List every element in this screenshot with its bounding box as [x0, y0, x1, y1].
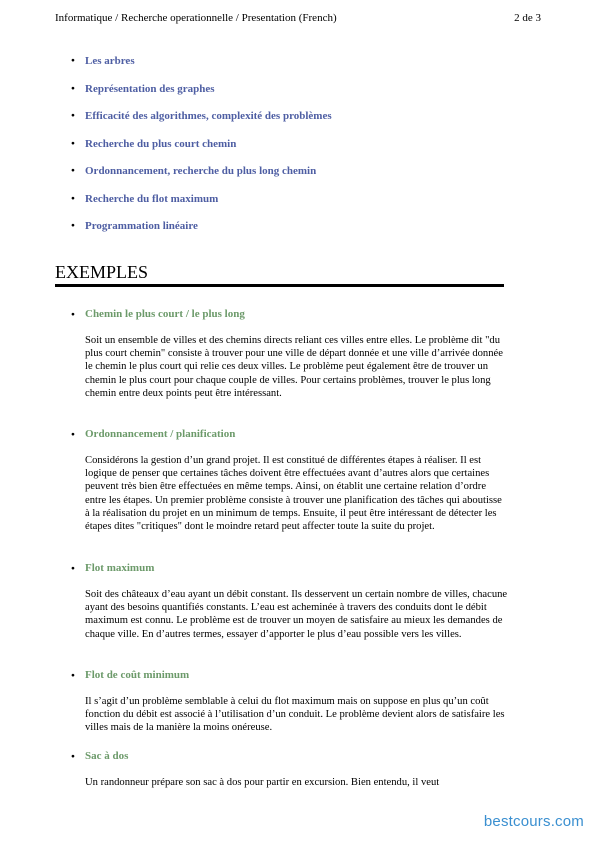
example-item	[62, 307, 512, 400]
example-title: ● Flot maximum	[62, 561, 512, 575]
topics-list	[62, 56, 522, 249]
section-divider	[55, 284, 504, 287]
topic-link-plus-court-chemin[interactable]: ● Recherche du plus court chemin	[62, 139, 522, 167]
example-text: Un randonneur prépare son sac à dos pour partir en excursion. Bien entendu, il veut	[85, 777, 440, 788]
example-text: Soit des châteaux d’eau ayant un débit constant. Ils desservent un certain nombre de villes, chacune ayant des besoins quantifiés constants. L’eau est acheminée à travers des conduits dont le débit maximum est connu. Le problème est de trouver un moyen de satisfaire au mieux les demandes de chaque ville. En d’autres termes, essayer d’apporter le plus d’eau possible vers les villes.	[85, 589, 508, 640]
page-header	[55, 12, 541, 28]
example-text: Considérons la gestion d’un grand projet. Il est constitué de différentes étapes à réaliser. Il est logique de penser que certaines tâches doivent être effectuées avant d’autres alors que certaines peuvent très bien être effectuées en même temps. Ainsi, on établit une certaine relation d’ordre entre les étapes. Un premier problème consiste à trouver une planification des tâches qui aboutisse à la réalisation du projet en un minimum de temps. Ensuite, il peut être intéressant de détecter les étapes dites "critiques" dont le moindre retard peut affecter toute la suite du projet.	[85, 455, 502, 533]
watermark: bestcours.com	[483, 813, 584, 830]
topic-link-ordonnancement[interactable]: ● Ordonnancement, recherche du plus long chemin	[62, 166, 522, 194]
example-item	[62, 749, 512, 789]
example-item	[62, 668, 512, 735]
topic-link-flot-maximum[interactable]: ● Recherche du flot maximum	[62, 194, 522, 222]
topic-link-graphes[interactable]: ● Représentation des graphes	[62, 84, 522, 112]
example-title: ● Sac à dos	[62, 749, 512, 763]
topic-link-complexite[interactable]: ● Efficacité des algorithmes, complexité des problèmes	[62, 111, 522, 139]
example-item	[62, 561, 512, 641]
topic-link-programmation-lineaire[interactable]: ● Programmation linéaire	[62, 221, 522, 249]
page-number: 2 de 3	[514, 12, 541, 24]
example-text: Soit un ensemble de villes et des chemins directs reliant ces villes entre elles. Le problème dit "du plus court chemin" consiste à trouver pour une ville de départ donnée et une ville d’arrivée donnée le chemin le plus court qui relie ces deux villes. Le problème peut également être de trouver un chemin le plus court pour chaque couple de villes. Pour certains problèmes, trouver le plus long chemin entre deux points peut être intéressant.	[85, 335, 503, 399]
example-title: ● Flot de coût minimum	[62, 668, 512, 682]
section-heading-exemples: EXEMPLES	[55, 262, 149, 282]
example-title: ● Ordonnancement / planification	[62, 427, 512, 441]
example-item	[62, 427, 512, 533]
topic-link-arbres[interactable]: ● Les arbres	[62, 56, 522, 84]
example-title: ● Chemin le plus court / le plus long	[62, 307, 512, 321]
example-text: Il s’agit d’un problème semblable à celui du flot maximum mais on suppose en plus qu’un coût fonction du débit est associé à l’utilisation d’un conduit. Le problème devient alors de satisfaire les villes mais de la manière la moins onéreuse.	[85, 696, 505, 734]
document-title: Informatique / Recherche operationnelle / Presentation (French)	[55, 12, 337, 24]
